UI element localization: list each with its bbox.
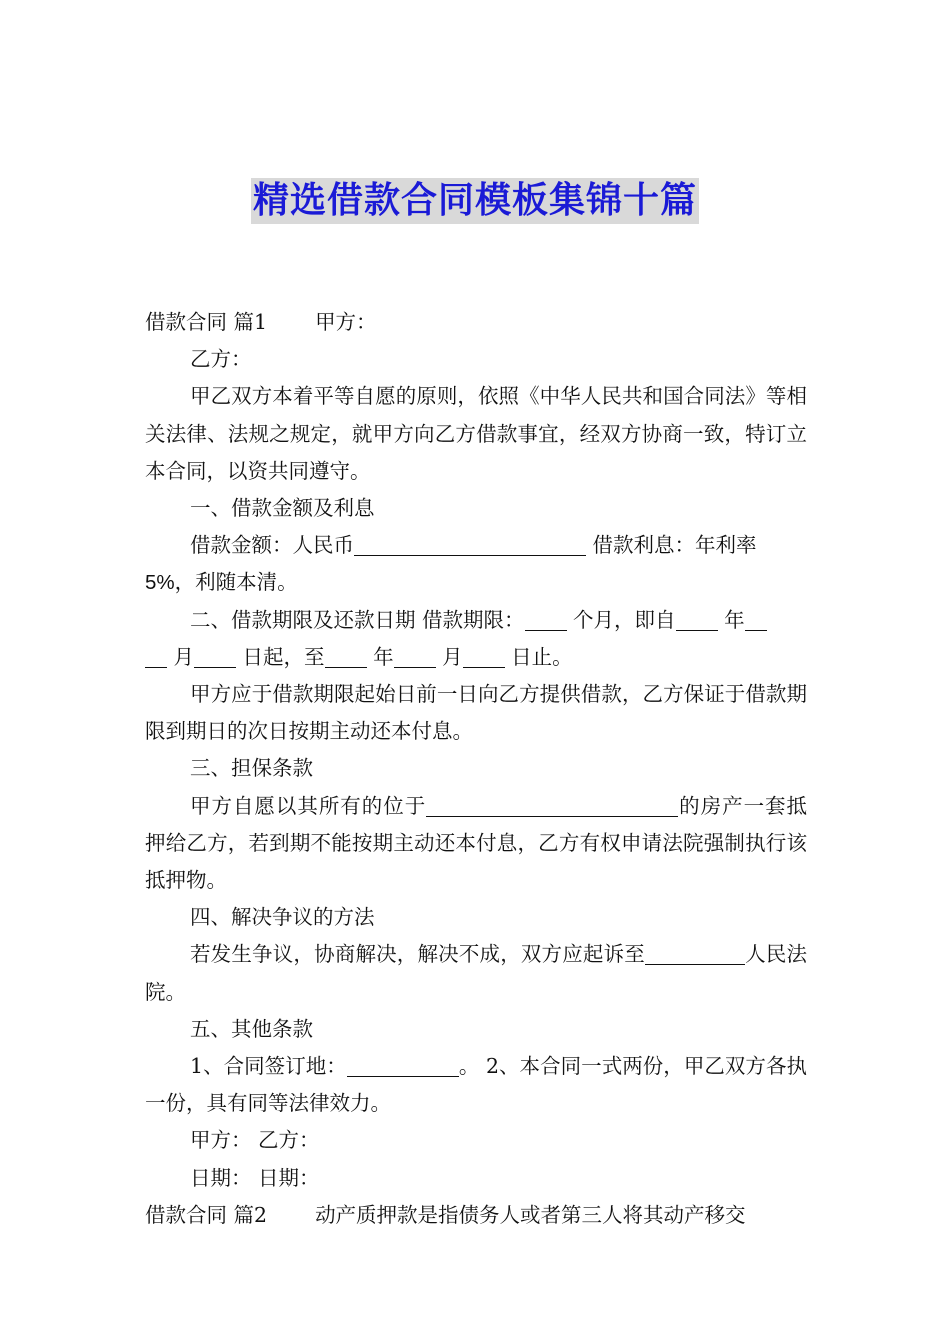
dispute-paragraph: 若发生争议，协商解决，解决不成，双方应起诉至 人民法院。: [145, 942, 808, 1004]
date-line: 日期： 日期：: [190, 1165, 320, 1190]
signing-place-blank: [347, 1052, 459, 1077]
article-1-heading: 借款合同 篇1: [145, 310, 268, 334]
property-location-blank: [426, 792, 678, 817]
amount-blank: [354, 531, 586, 556]
document-title: 精选借款合同模板集锦十篇: [251, 178, 699, 224]
other-terms-paragraph: 1、合同签订地： 。 2、本合同一式两份，甲乙双方各执一份，具有同等法律效力。: [145, 1054, 808, 1116]
signature-line: 甲方： 乙方：: [190, 1128, 320, 1153]
loan-term-paragraph: 二、借款期限及还款日期 借款期限： 个月，即自 年 月 日起，至 年 月 日止。: [145, 602, 807, 676]
party-a-label: 甲方：: [315, 310, 377, 334]
preamble-paragraph: 甲乙双方本着平等自愿的原则，依照《中华人民共和国合同法》等相关法律、法规之规定，就甲方向乙方借款事宜，经双方协商一致，特订立本合同，以资共同遵守。: [145, 384, 807, 483]
collateral-paragraph: 甲方自愿以其所有的位于 的房产一套抵押给乙方，若到期不能按期主动还本付息，乙方有权申请法院强制执行该抵押物。: [145, 793, 808, 893]
party-b-line: 乙方：: [190, 347, 252, 372]
loan-amount-paragraph: 借款金额：人民币 借款利息：年利率 5%，利随本清。: [145, 533, 757, 595]
article-1-heading-line: [145, 304, 807, 341]
section-1-heading: 一、借款金额及利息: [190, 496, 375, 521]
loan-delivery-paragraph: 甲方应于借款期限起始日前一日向乙方提供借款，乙方保证于借款期限到期日的次日按期主动还本付息。: [145, 682, 807, 744]
section-4-heading: 四、解决争议的方法: [190, 905, 375, 930]
court-blank: [645, 940, 745, 965]
article-2-heading: 借款合同 篇2: [145, 1202, 268, 1227]
section-3-heading: 三、担保条款: [190, 756, 313, 781]
section-5-heading: 五、其他条款: [190, 1016, 313, 1041]
article-2-text: 动产质押款是指债务人或者第三人将其动产移交: [315, 1202, 746, 1227]
article-2-heading-line: [145, 1197, 807, 1234]
document-body: [145, 304, 807, 1234]
title-wrap: [0, 178, 950, 224]
